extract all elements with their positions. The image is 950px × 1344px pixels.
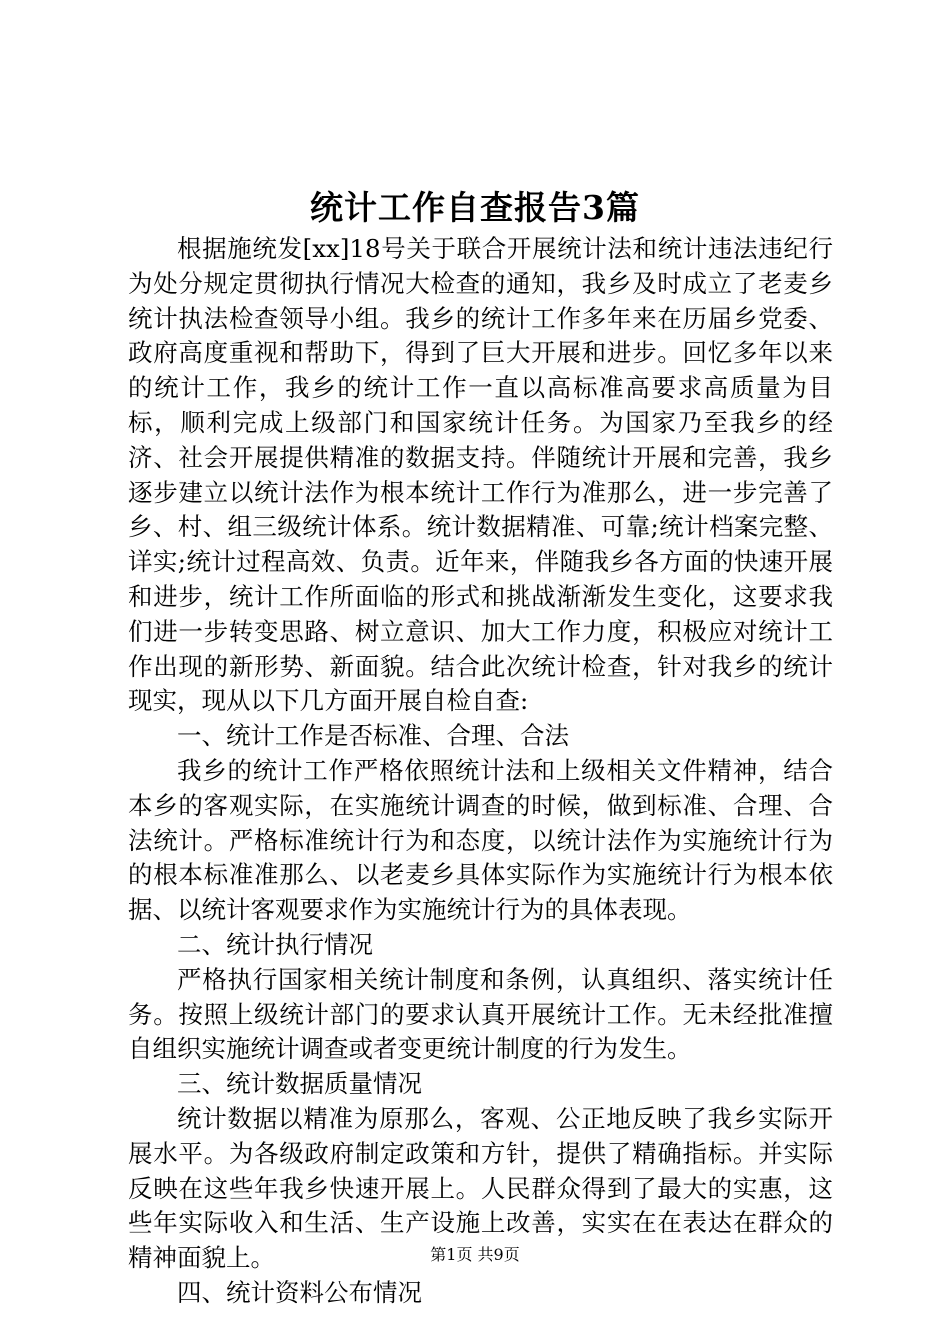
paragraph-intro: 根据施统发[xx]18号关于联合开展统计法和统计违法违纪行为处分规定贯彻执行情况大检查的通知，我乡及时成立了老麦乡统计执法检查领导小组。我乡的统计工作多年来在历届乡党委、政府高度重视和帮助下，得到了巨大开展和进步。回忆多年以来的统计工作，我乡的统计工作一直以高标准高要求高质量为目标，顺利完成上级部门和国家统计任务。为国家乃至我乡的经济、社会开展提供精准的数据支持。伴随统计开展和完善，我乡逐步建立以统计法作为根本统计工作行为准那么，进一步完善了乡、村、组三级统计体系。统计数据精准、可靠;统计档案完整、详实;统计过程高效、负责。近年来，伴随我乡各方面的快速开展和进步，统计工作所面临的形式和挑战渐渐发生变化，这要求我们进一步转变思路、树立意识、加大工作力度，积极应对统计工作出现的新形势、新面貌。结合此次统计检查，针对我乡的统计现实，现从以下几方面开展自检自查: (128, 234, 833, 716)
section-heading-4: 四、统计资料公布情况 (177, 1277, 422, 1307)
page-number-footer: 第1页 共9页 (430, 1245, 520, 1264)
document-body (128, 232, 833, 1311)
section-heading-1: 一、统计工作是否标准、合理、合法 (177, 721, 569, 751)
document-title: 统计工作自查报告3篇 (310, 188, 640, 227)
paragraph-section-3: 统计数据以精准为原那么，客观、公正地反映了我乡实际开展水平。为各级政府制定政策和方针，提供了精确指标。并实际反映在这些年我乡快速开展上。人民群众得到了最大的实惠，这些年实际收入和生活、生产设施上改善，实实在在表达在群众的精神面貌上。 (128, 1103, 833, 1273)
paragraph-section-1: 我乡的统计工作严格依照统计法和上级相关文件精神，结合本乡的客观实际，在实施统计调查的时候，做到标准、合理、合法统计。严格标准统计行为和态度，以统计法作为实施统计行为的根本标准准那么、以老麦乡具体实际作为实施统计行为根本依据、以统计客观要求作为实施统计行为的具体表现。 (128, 755, 833, 925)
paragraph-section-2: 严格执行国家相关统计制度和条例，认真组织、落实统计任务。按照上级统计部门的要求认真开展统计工作。无未经批准擅自组织实施统计调查或者变更统计制度的行为发生。 (128, 964, 833, 1064)
section-heading-3: 三、统计数据质量情况 (177, 1069, 422, 1099)
section-heading-2: 二、统计执行情况 (177, 929, 373, 959)
